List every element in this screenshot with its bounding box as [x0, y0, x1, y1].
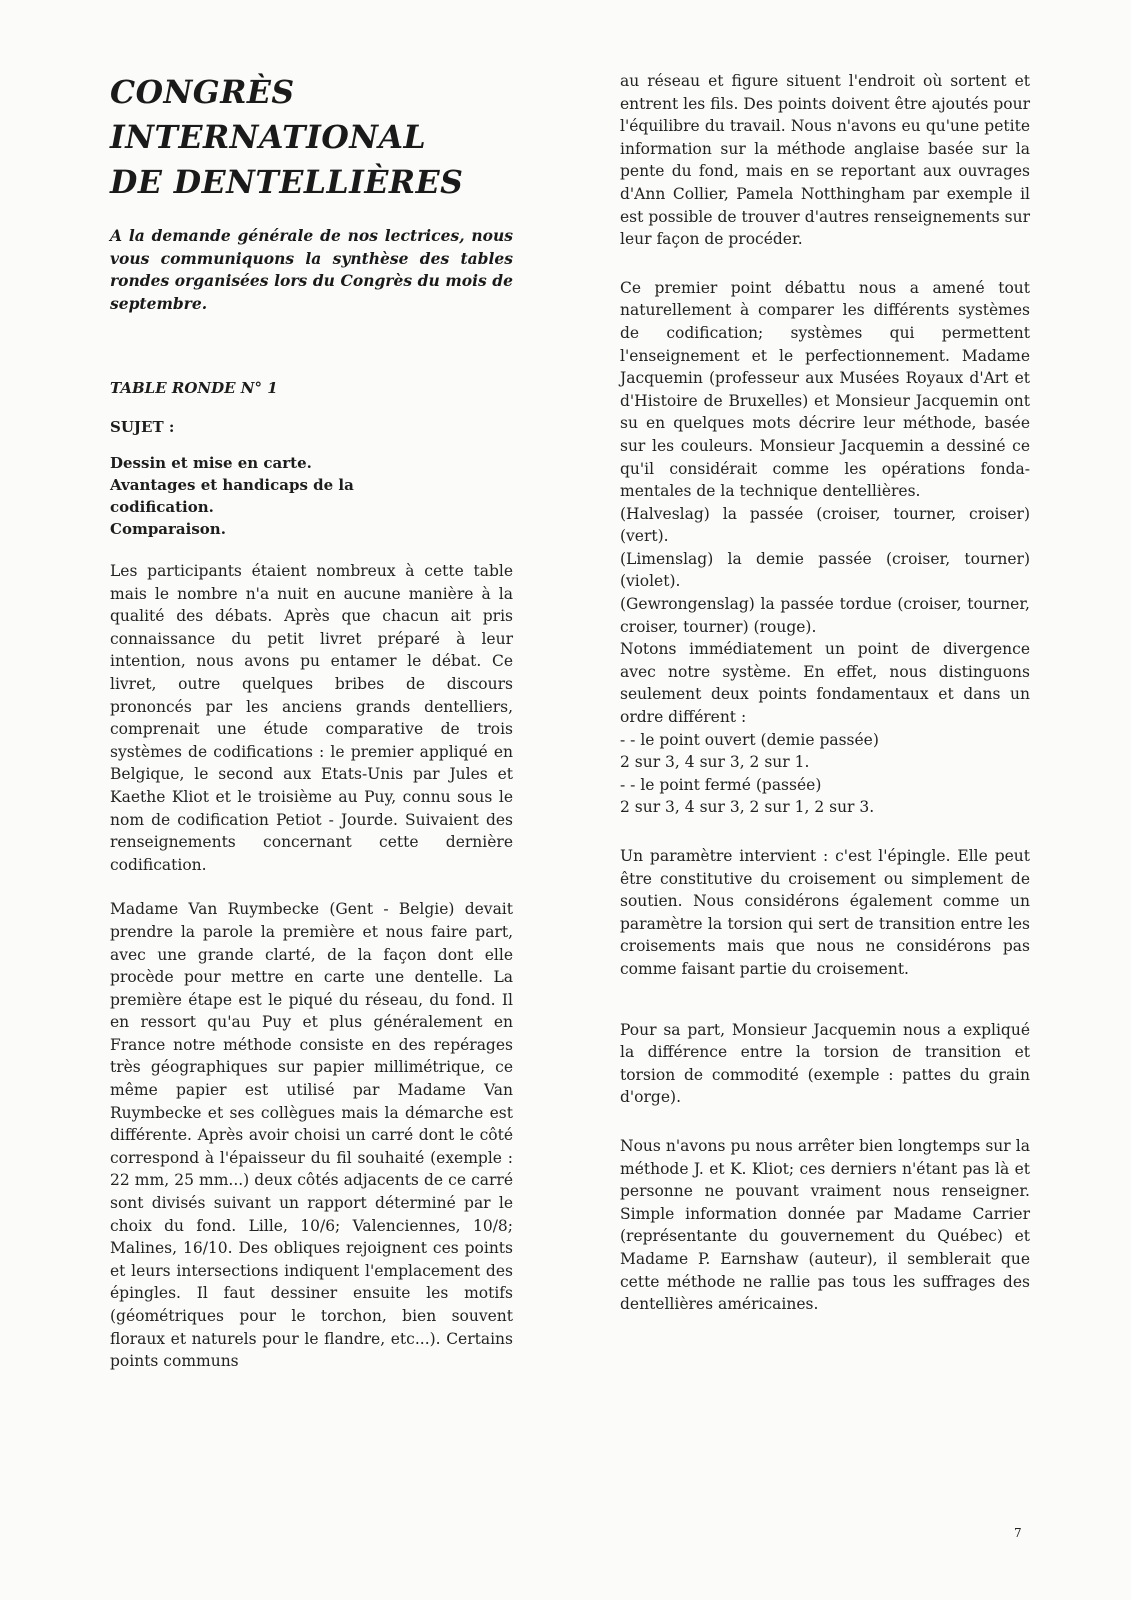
article-title [110, 70, 513, 205]
subject-line: Avantages et handicaps de la [110, 476, 354, 494]
paragraph-item: (Halveslag) la passée (croiser, tourner, croiser) (vert). [620, 504, 1030, 546]
subject-label: SUJET : [110, 418, 175, 436]
subject-line: codification. [110, 498, 214, 516]
page-number: 7 [1014, 1526, 1022, 1540]
body-paragraph: Un paramètre intervient : c'est l'épingle. Elle peut être constitutive du croisement ou simplement de soutien. Nous considérons également comme un paramètre la torsion qui sert de transition entre les croisements mais que nous ne considérons pas comme faisant partie du croisement. [620, 847, 1030, 978]
point-list [620, 729, 1030, 819]
point-line: 2 sur 3, 4 sur 3, 2 sur 1, 2 sur 3. [620, 798, 875, 817]
title-line: CONGRÈS [110, 74, 295, 111]
paragraph-text: Ce premier point débattu nous a amené tout naturellement à comparer les différents systèmes de codification; systèmes qui permettent l'enseignement et le perfectionnement. Madame Jacquemin (professeur aux Musées Royaux d'Art et d'Histoire de Bruxelles) et Monsieur Jacquemin ont su en quelques mots décrire leur méthode, basée sur les couleurs. Monsieur Jacquemin a dessiné ce qu'il considérait comme les opérations fondamentales de la technique dentellières. [620, 278, 1030, 501]
intro-paragraph: A la demande générale de nos lectrices, nous vous communiquons la synthèse des tables rondes organisées lors du Congrès du mois de septembre. [110, 226, 513, 313]
body-paragraph: au réseau et figure situent l'endroit où sortent et entrent les fils. Des points doivent être ajoutés pour l'équilibre du travail. Nous n'avons eu qu'une petite information sur la méthode anglaise basée sur la pente du fond, mais en se reportant aux ouvrages d'Ann Collier, Pamela Notthingham par exemple il est possible de trouver d'autres renseignements sur leur façon de procéder. [620, 72, 1030, 249]
paragraph-item: (Gewrongenslag) la passée tordue (croiser, tourner, croiser, tourner) (rouge). [620, 595, 1030, 636]
right-column [620, 70, 1030, 1316]
point-line: - - le point fermé (passée) [620, 775, 822, 794]
body-paragraph: Les participants étaient nombreux à cette table mais le nombre n'a nuit en aucune manière à la qualité des débats. Après que chacun ait pris connaissance du petit livret préparé à leur intention, nous avons pu entamer le débat. Ce livret, outre quelques bribes de discours prononcés par les anciens grands dentelliers, comprenait une étude comparative de trois systèmes de codifications : le premier appliqué en Belgique, le second aux Etats-Unis par Jules et Kaethe Kliot et le troisième au Puy, connu sous le nom de codification Petiot - Jourde. Suivaient des renseignements concernant cette dernière codification. [110, 562, 513, 874]
body-paragraph [620, 277, 1030, 819]
subject-line: Dessin et mise en carte. [110, 454, 312, 472]
body-paragraph: Pour sa part, Monsieur Jacquemin nous a expliqué la différence entre la torsion de transition et torsion de commodité (exemple : pattes du grain d'orge). [620, 1020, 1030, 1107]
subject-lines [110, 452, 513, 540]
body-paragraph: Nous n'avons pu nous arrêter bien longtemps sur la méthode J. et K. Kliot; ces derniers n'étant pas là et personne ne pouvant vraiment nous renseigner. Simple information donnée par Madame Carrier (représentante du gouvernement du Québec) et Madame P. Earnshaw (auteur), il semblerait que cette méthode ne rallie pas tous les suffrages des dentellières américaines. [620, 1136, 1030, 1314]
point-line: 2 sur 3, 4 sur 3, 2 sur 1. [620, 753, 810, 772]
title-line: DE DENTELLIÈRES [110, 164, 464, 201]
paragraph-item: (Limenslag) la demie passée (croiser, tourner) (violet). [620, 549, 1030, 591]
point-line: - - le point ouvert (demie passée) [620, 730, 879, 749]
section-heading: TABLE RONDE N° 1 [110, 379, 278, 397]
paragraph-item: Notons immédiatement un point de divergence avec notre système. En effet, nous distinguons seulement deux points fondamentaux et dans un ordre différent : [620, 640, 1030, 727]
left-column [110, 70, 513, 1373]
title-line: INTERNATIONAL [110, 119, 427, 156]
body-paragraph: Madame Van Ruymbecke (Gent - Belgie) devait prendre la parole la première et nous faire part, avec une grande clarté, de la façon dont elle procède pour mettre en carte une dentelle. La première étape est le piqué du réseau, du fond. Il en ressort qu'au Puy et plus généralement en France notre méthode consiste en des repérages très géographiques sur papier millimétrique, ce même papier est utilisé par Madame Van Ruymbecke et ses collègues mais la démarche est différente. Après avoir choisi un carré dont le côté correspond à l'épaisseur du fil souhaité (exemple : 22 mm, 25 mm...) deux côtés adjacents de ce carré sont divisés suivant un rapport déterminé par le choix du fond. Lille, 10/6; Valenciennes, 10/8; Malines, 16/10. Des obliques rejoignent ces points et leurs intersections indiquent l'emplacement des épingles. Il faut dessiner ensuite les motifs (géométriques pour le torchon, bien souvent floraux et naturels pour le flandre, etc...). Certains points communs [110, 900, 513, 1371]
subject-line: Comparaison. [110, 520, 226, 538]
